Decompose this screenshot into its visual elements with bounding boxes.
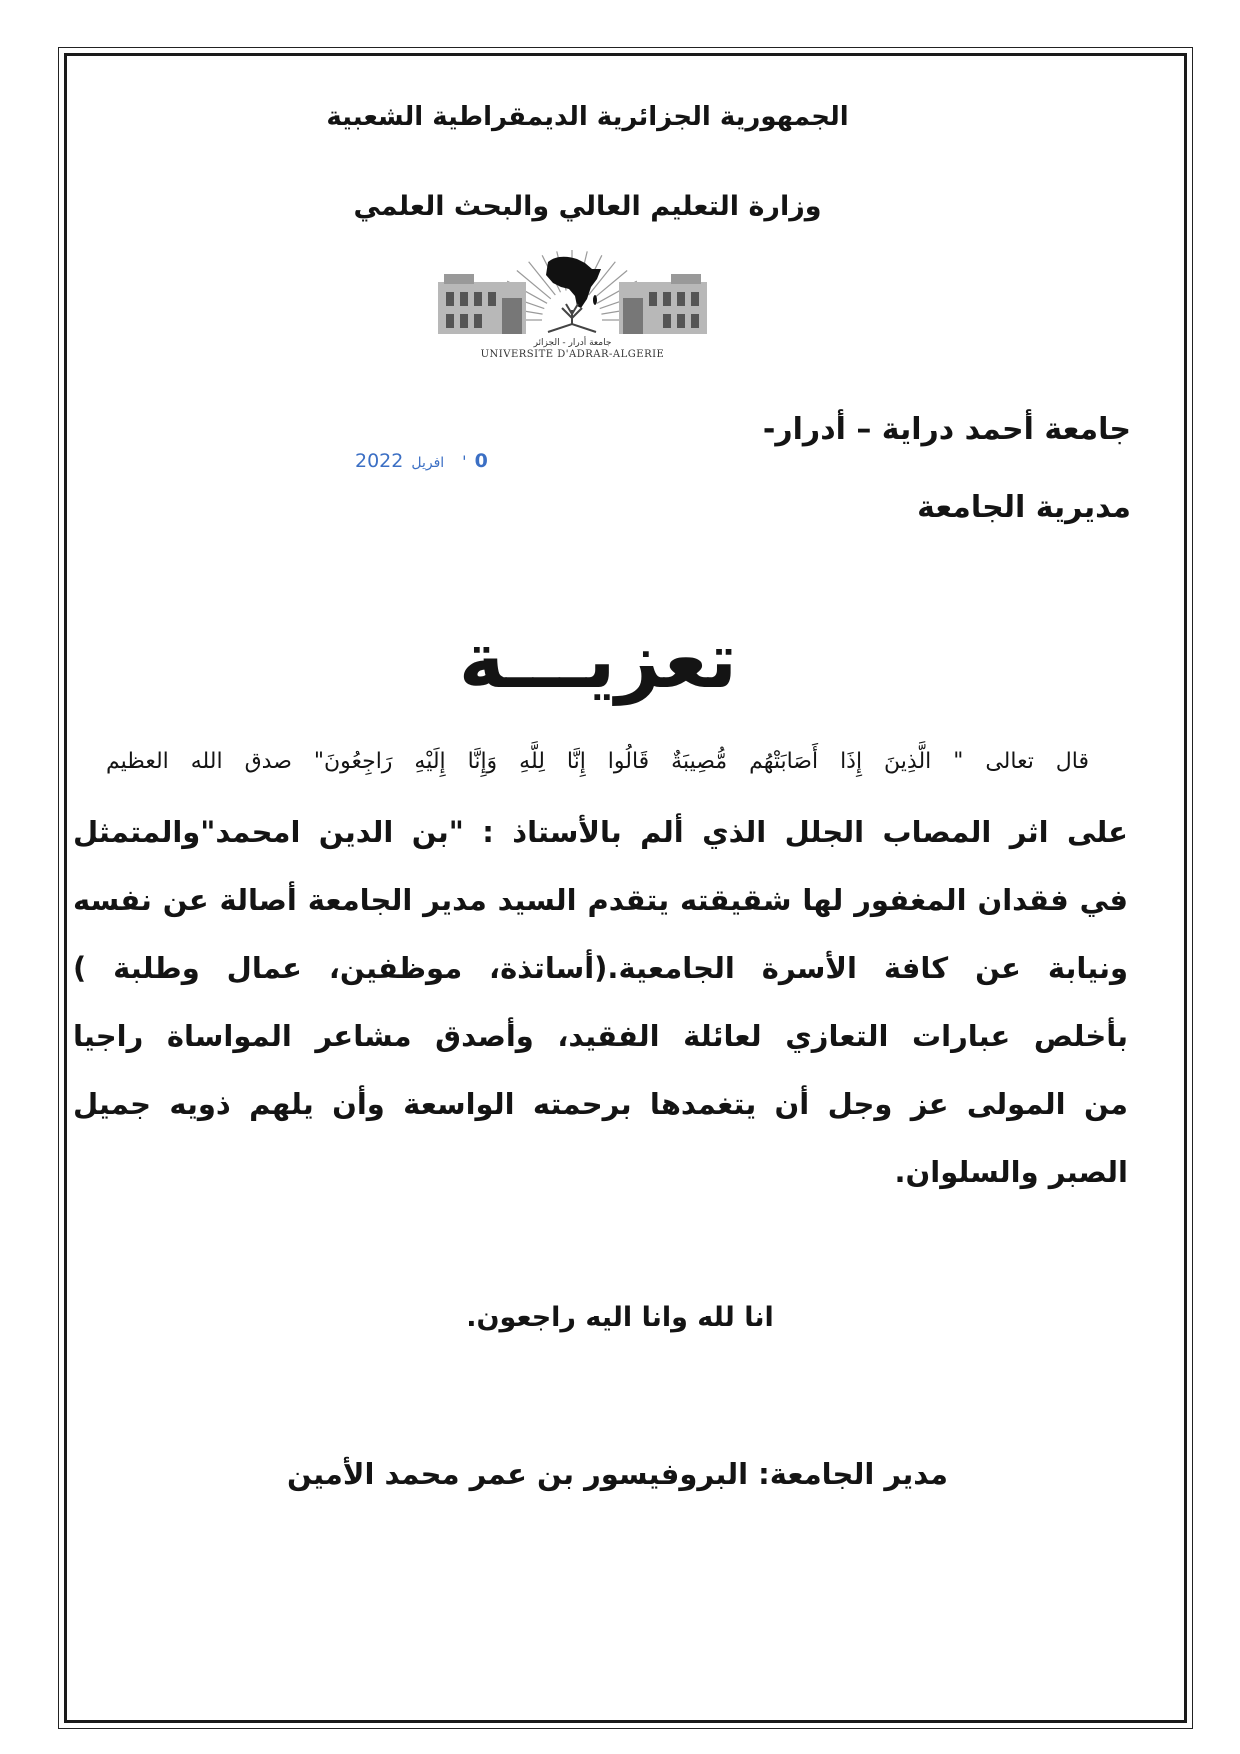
logo-building-right bbox=[619, 274, 707, 334]
signature-line: مدير الجامعة: البروفيسور بن عمر محمد الأمين bbox=[286, 1457, 949, 1491]
logo-africa-map bbox=[546, 257, 601, 308]
university-logo-emblem bbox=[430, 248, 715, 338]
logo-arabic-caption: جامعة أدرار - الجزائر bbox=[533, 338, 612, 348]
date-stamp-mark: ' bbox=[462, 452, 467, 471]
body-line: بأخلص عبارات التعازي لعائلة الفقيد، وأصدق مشاعر المواساة راجيا bbox=[73, 1019, 1128, 1053]
body-line: الصبر والسلوان. bbox=[894, 1155, 1128, 1189]
date-stamp-day: 0 bbox=[474, 450, 488, 472]
ministry-header: وزارة التعليم العالي والبحث العلمي bbox=[353, 191, 822, 222]
body-line: ونيابة عن كافة الأسرة الجامعية.(أساتذة، موظفين، عمال وطلبة ) bbox=[73, 951, 1128, 985]
logo-book-plant bbox=[548, 304, 596, 332]
date-stamp-month: افريل bbox=[411, 455, 445, 471]
sender-department: مديرية الجامعة bbox=[917, 490, 1131, 525]
university-logo bbox=[430, 248, 715, 360]
date-stamp bbox=[355, 450, 488, 478]
body-line: من المولى عز وجل أن يتغمدها برحمته الواسعة وأن يلهم ذويه جميل bbox=[73, 1087, 1128, 1121]
quran-verse: قال تعالى " الَّذِينَ إِذَا أَصَابَتْهُم مُّصِيبَةٌ قَالُوا إِنَّا لِلَّهِ وَإِنَّا إِلَيْهِ رَاجِعُونَ" صدق الله العظيم bbox=[106, 749, 1089, 774]
republic-header: الجمهورية الجزائرية الديمقراطية الشعبية bbox=[326, 102, 849, 132]
logo-latin-caption: UNIVERSITE D'ADRAR-ALGERIE bbox=[480, 349, 665, 360]
logo-madagascar bbox=[593, 295, 597, 305]
sender-university: جامعة أحمد دراية – أدرار- bbox=[762, 412, 1131, 447]
closing-phrase: انا لله وانا اليه راجعون. bbox=[466, 1302, 774, 1333]
body-line: على اثر المصاب الجلل الذي ألم بالأستاذ : "بن الدين امحمد"والمتمثل bbox=[73, 815, 1128, 849]
logo-building-left bbox=[438, 274, 526, 334]
condolence-body bbox=[73, 798, 1128, 1206]
date-stamp-year: 2022 bbox=[355, 450, 404, 472]
body-line: في فقدان المغفور لها شقيقته يتقدم السيد مدير الجامعة أصالة عن نفسه bbox=[73, 883, 1128, 917]
document-title: تعزيـــة bbox=[458, 616, 738, 706]
